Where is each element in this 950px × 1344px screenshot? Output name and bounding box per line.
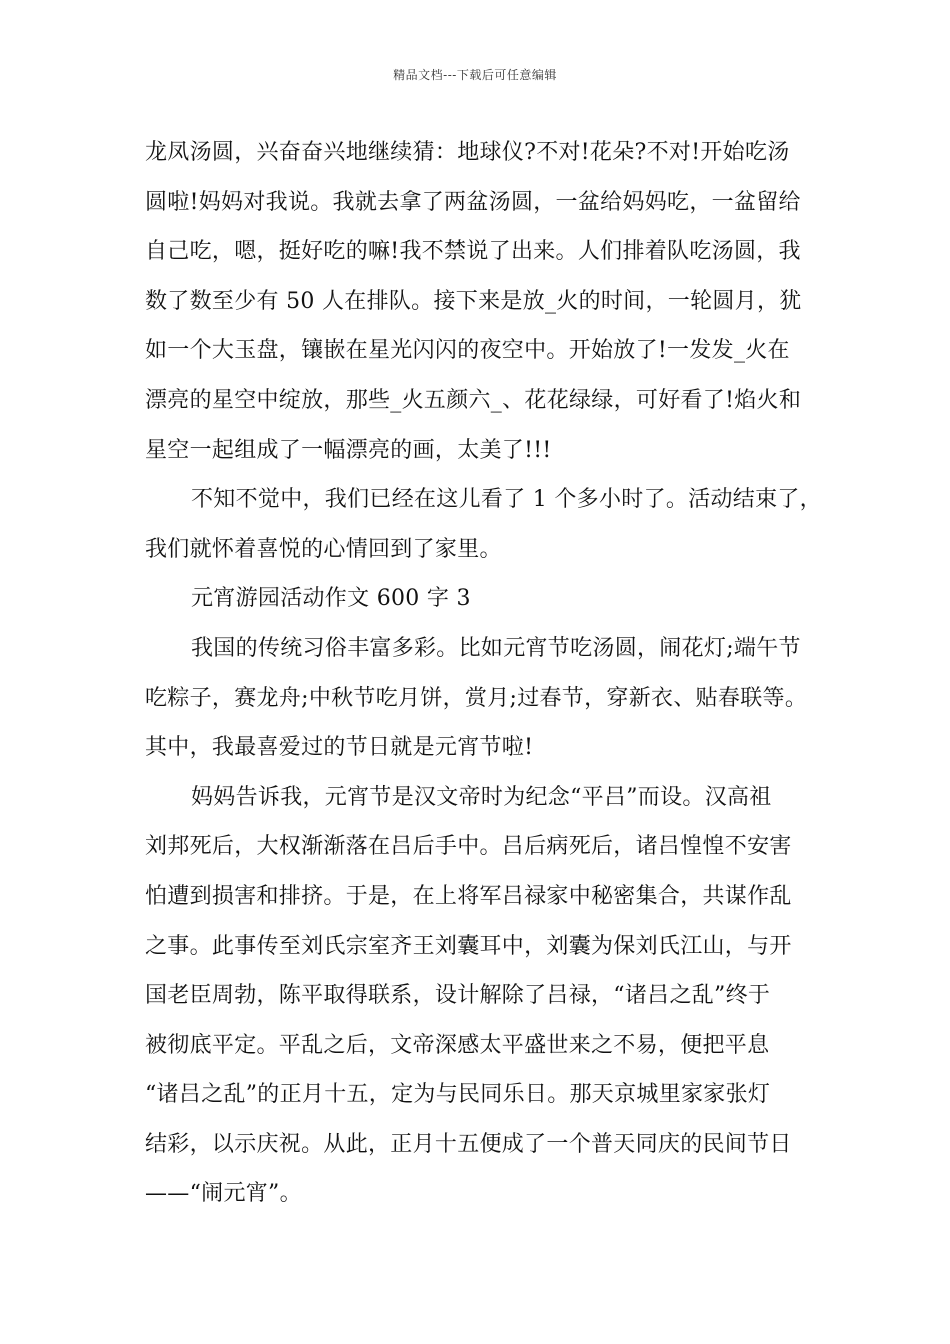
text-line: “诸吕之乱”的正月十五，定为与民同乐日。那天京城里家家张灯 xyxy=(145,1082,771,1108)
paragraph-start-line: 我国的传统习俗丰富多彩。比如元宵节吃汤圆，闹花灯;端午节 xyxy=(191,635,801,661)
text-line: 被彻底平定。平乱之后，文帝深感太平盛世来之不易，便把平息 xyxy=(145,1032,770,1058)
text-line: 怕遭到损害和排挤。于是，在上将军吕禄家中秘密集合，共谋作乱 xyxy=(145,883,792,909)
section-heading: 元宵游园活动作文 600 字 3 xyxy=(191,586,471,612)
text-line: 自己吃，嗯，挺好吃的嘛!我不禁说了出来。人们排着队吃汤圆，我 xyxy=(145,239,801,265)
text-line: 圆啦!妈妈对我说。我就去拿了两盆汤圆，一盆给妈妈吃，一盆留给 xyxy=(145,189,801,215)
paragraph-start-line: 不知不觉中，我们已经在这儿看了 1 个多小时了。活动结束了， xyxy=(191,487,822,513)
text-line: 数了数至少有 50 人在排队。接下来是放_火的时间，一轮圆月，犹 xyxy=(145,288,802,314)
text-line: 国老臣周勃，陈平取得联系，设计解除了吕禄，“诸吕之乱”终于 xyxy=(145,983,771,1009)
document-body xyxy=(145,128,825,1219)
text-line: 之事。此事传至刘氏宗室齐王刘囊耳中，刘囊为保刘氏江山，与开 xyxy=(145,933,792,959)
text-line: 龙凤汤圆，兴奋奋兴地继续猜：地球仪?不对!花朵?不对!开始吃汤 xyxy=(145,140,790,165)
text-line: 如一个大玉盘，镶嵌在星光闪闪的夜空中。开始放了!一发发_火在 xyxy=(145,338,790,364)
page-header: 精品文档---下载后可任意编辑 xyxy=(393,68,557,82)
text-line: ——“闹元宵”。 xyxy=(145,1181,302,1207)
text-line: 刘邦死后，大权渐渐落在吕后手中。吕后病死后，诸吕惶惶不安害 xyxy=(145,834,792,860)
text-line: 漂亮的星空中绽放，那些_火五颜六_、花花绿绿，可好看了!焰火和 xyxy=(145,387,802,413)
text-line: 我们就怀着喜悦的心情回到了家里。 xyxy=(145,536,502,562)
text-line: 其中，我最喜爱过的节日就是元宵节啦! xyxy=(145,735,534,761)
text-line: 吃粽子，赛龙舟;中秋节吃月饼，赏月;过春节，穿新衣、贴春联等。 xyxy=(145,685,808,711)
paragraph-start-line: 妈妈告诉我，元宵节是汉文帝时为纪念“平吕”而设。汉高祖 xyxy=(191,784,772,810)
text-line: 结彩，以示庆祝。从此，正月十五便成了一个普天同庆的民间节日 xyxy=(145,1131,792,1157)
text-line: 星空一起组成了一幅漂亮的画，太美了!!! xyxy=(145,437,552,463)
